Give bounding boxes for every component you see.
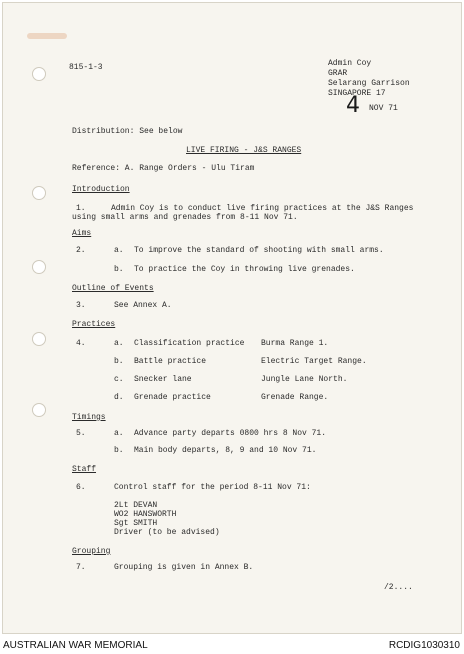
intro-text-line: using small arms and grenades from 8-11 Nov 71. — [72, 213, 298, 222]
outline-text: See Annex A. — [114, 301, 172, 310]
practice-location: Jungle Lane North. — [261, 375, 348, 384]
grouping-text: Grouping is given in Annex B. — [114, 563, 254, 572]
staff-member: Sgt SMITH — [114, 519, 158, 528]
paragraph-number: 4. — [76, 339, 86, 348]
sub-item-letter: b. — [114, 265, 124, 274]
staff-intro: Control staff for the period 8-11 Nov 71: — [114, 483, 311, 492]
practice-location: Grenade Range. — [261, 393, 329, 402]
distribution-line: Distribution: See below — [72, 127, 183, 136]
paragraph-number: 7. — [76, 563, 86, 572]
document-title: LIVE FIRING - J&S RANGES — [186, 146, 302, 155]
paragraph-number: 3. — [76, 301, 86, 310]
sub-item-letter: d. — [114, 393, 124, 402]
sub-item-letter: b. — [114, 446, 124, 455]
page-continuation: /2.... — [384, 583, 413, 592]
footer-source: AUSTRALIAN WAR MEMORIAL — [3, 640, 148, 651]
document-page — [2, 2, 462, 634]
practice-name: Snecker lane — [134, 375, 192, 384]
address-line: GRAR — [328, 69, 348, 78]
section-heading-timings: Timings — [72, 413, 106, 422]
footer-id: RCDIG1030310 — [388, 640, 460, 651]
section-heading-practices: Practices — [72, 320, 116, 329]
address-line: SINGAPORE 17 — [328, 89, 386, 98]
paragraph-number: 2. — [76, 246, 86, 255]
address-line: Admin Coy — [328, 59, 372, 68]
paper-stain — [27, 33, 67, 39]
section-heading-outline: Outline of Events — [72, 284, 154, 293]
reference-line: Reference: A. Range Orders - Ulu Tiram — [72, 164, 255, 173]
sub-item-letter: a. — [114, 339, 124, 348]
practice-name: Battle practice — [134, 357, 207, 366]
sub-item-letter: c. — [114, 375, 124, 384]
handwritten-date-digit: 4 — [346, 93, 360, 118]
staff-member: WO2 HANSWORTH — [114, 510, 177, 519]
practice-name: Classification practice — [134, 339, 245, 348]
punch-hole — [32, 403, 46, 417]
paragraph-number: 1. — [76, 204, 86, 213]
sub-item-letter: a. — [114, 246, 124, 255]
section-heading-staff: Staff — [72, 465, 97, 474]
section-heading-aims: Aims — [72, 229, 92, 238]
aim-item: To improve the standard of shooting with small arms. — [134, 246, 384, 255]
practice-name: Grenade practice — [134, 393, 211, 402]
sub-item-letter: b. — [114, 357, 124, 366]
section-heading-grouping: Grouping — [72, 547, 111, 556]
paragraph-number: 5. — [76, 429, 86, 438]
intro-text-line: Admin Coy is to conduct live firing practices at the J&S Ranges — [111, 204, 414, 213]
staff-member: Driver (to be advised) — [114, 528, 220, 537]
aim-item: To practice the Coy in throwing live grenades. — [134, 265, 355, 274]
paragraph-number: 6. — [76, 483, 86, 492]
sub-item-letter: a. — [114, 429, 124, 438]
punch-hole — [32, 186, 46, 200]
punch-hole — [32, 67, 46, 81]
address-line: Selarang Garrison — [328, 79, 410, 88]
practice-location: Burma Range 1. — [261, 339, 329, 348]
date-month-year: NOV 71 — [369, 104, 398, 113]
timing-item: Main body departs, 8, 9 and 10 Nov 71. — [134, 446, 317, 455]
punch-hole — [32, 332, 46, 346]
timing-item: Advance party departs 0800 hrs 8 Nov 71. — [134, 429, 327, 438]
practice-location: Electric Target Range. — [261, 357, 367, 366]
archive-footer — [0, 638, 464, 654]
staff-member: 2Lt DEVAN — [114, 501, 158, 510]
section-heading-introduction: Introduction — [72, 185, 130, 194]
file-reference: 815-1-3 — [69, 63, 103, 72]
punch-hole — [32, 260, 46, 274]
